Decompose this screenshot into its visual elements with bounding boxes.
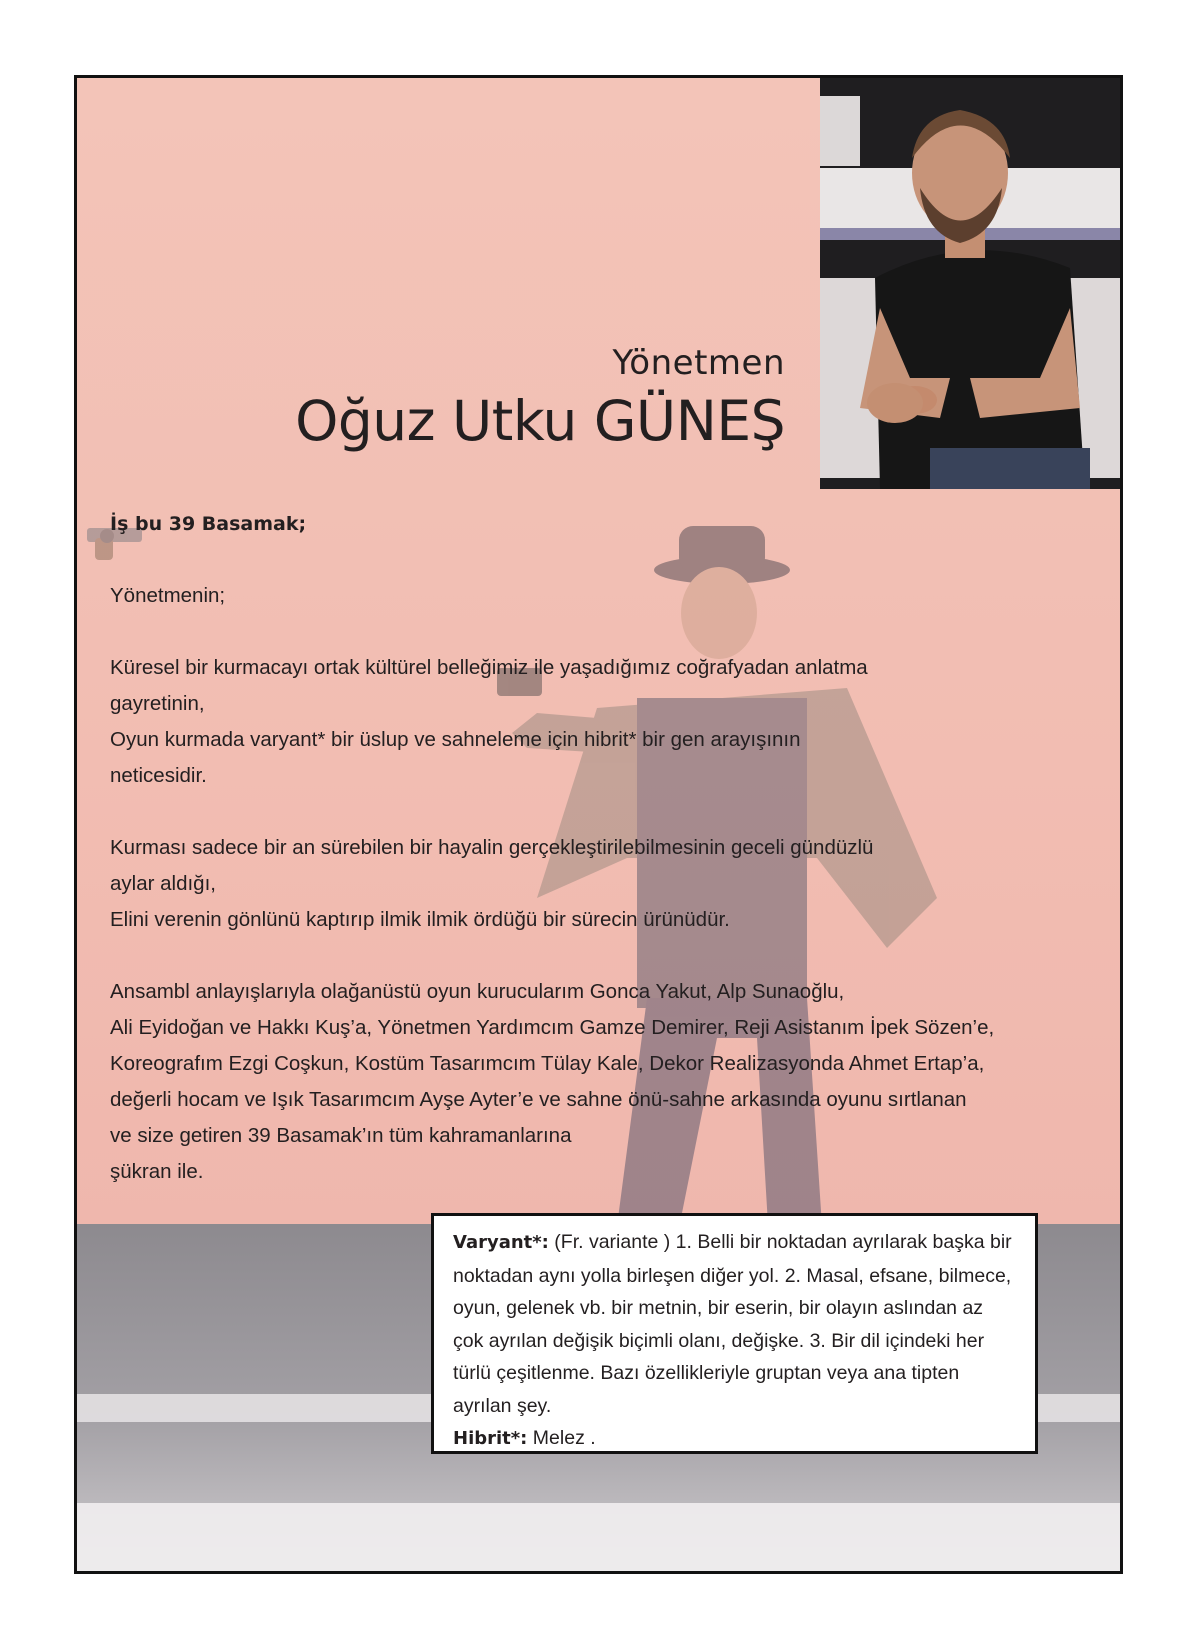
- body-line: değerli hocam ve Işık Tasarımcım Ayşe Ayter’e ve sahne önü-sahne arkasında oyunu sırtlanan: [110, 1088, 967, 1111]
- body-line: Kurması sadece bir an sürebilen bir hayalin gerçekleştirilebilmesinin geceli gündüzlü: [110, 836, 874, 859]
- definitions-box: [431, 1213, 1038, 1454]
- director-heading: [295, 343, 785, 453]
- variant-line: çok ayrılan değişik biçimli olanı, değişke. 3. Bir dil içindeki her: [453, 1329, 985, 1352]
- body-line: Yönetmenin;: [110, 584, 226, 607]
- body-line: gayretinin,: [110, 692, 205, 715]
- hybrid-term: Hibrit*:: [453, 1428, 528, 1449]
- variant-definition: (Fr. variante ) 1. Belli bir noktadan ayrılarak başka bir: [548, 1231, 1012, 1253]
- body-line: Koreografım Ezgi Coşkun, Kostüm Tasarımcım Tülay Kale, Dekor Realizasyonda Ahmet Ertap’a,: [110, 1052, 985, 1075]
- body-line: Ali Eyidoğan ve Hakkı Kuş’a, Yönetmen Yardımcım Gamze Demirer, Reji Asistanım İpek Sözen’e,: [110, 1016, 995, 1039]
- hybrid-definition: Melez .: [527, 1427, 596, 1449]
- body-line: aylar aldığı,: [110, 872, 216, 895]
- role-label: Yönetmen: [612, 343, 785, 383]
- variant-line: türlü çeşitlenme. Bazı özellikleriyle gruptan veya ana tipten: [453, 1362, 960, 1384]
- stage-floor: [77, 1503, 1120, 1574]
- hybrid-line: [453, 1422, 1017, 1456]
- body-line: Elini verenin gönlünü kaptırıp ilmik ilmik ördüğü bir sürecin ürünüdür.: [110, 908, 730, 931]
- body-line: Ansambl anlayışlarıyla olağanüstü oyun kurucularım Gonca Yakut, Alp Sunaoğlu,: [110, 980, 845, 1003]
- director-name: Oğuz Utku GÜNEŞ: [295, 389, 785, 453]
- variant-term: Varyant*:: [453, 1232, 549, 1253]
- variant-line: [453, 1226, 1017, 1260]
- director-portrait: [820, 78, 1123, 489]
- page-frame: [74, 75, 1123, 1574]
- variant-line: ayrılan şey.: [453, 1394, 552, 1417]
- variant-line: noktadan aynı yolla birleşen diğer yol. 2. Masal, efsane, bilmece,: [453, 1264, 1012, 1287]
- article-body: [110, 506, 1100, 1190]
- lead-line: İş bu 39 Basamak;: [110, 513, 307, 535]
- variant-line: oyun, gelenek vb. bir metnin, bir eserin, bir olayın aslından az: [453, 1297, 984, 1319]
- body-line: Oyun kurmada varyant* bir üslup ve sahneleme için hibrit* bir gen arayışının: [110, 728, 801, 751]
- body-line: Küresel bir kurmacayı ortak kültürel belleğimiz ile yaşadığımız coğrafyadan anlatma: [110, 656, 868, 679]
- body-line: şükran ile.: [110, 1160, 204, 1183]
- body-line: neticesidir.: [110, 764, 207, 787]
- body-line: ve size getiren 39 Basamak’ın tüm kahramanlarına: [110, 1124, 572, 1147]
